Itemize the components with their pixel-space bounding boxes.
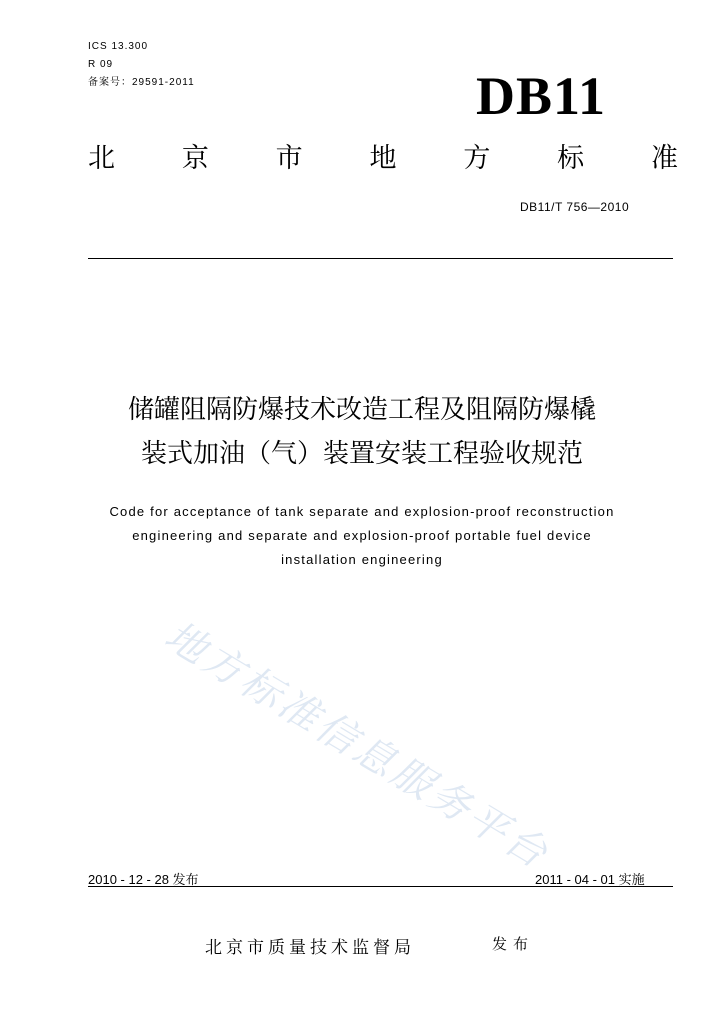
issuing-authority: 北京市质量技术监督局 <box>205 938 415 958</box>
english-title-line: Code for acceptance of tank separate and explosion-proof reconstruction <box>109 504 615 519</box>
ics-code: ICS 13.300 <box>88 41 149 52</box>
header-divider <box>88 258 673 259</box>
title-line: 储罐阻隔防爆技术改造工程及阻隔防爆橇 <box>127 395 596 425</box>
issue-action: 发布 <box>492 935 535 953</box>
watermark: 地方标准信息服务平台 <box>156 612 558 879</box>
authority-char: 标 <box>557 143 585 174</box>
implementation-date: 2011 - 04 - 01 实施 <box>535 872 645 887</box>
title-line: 装式加油（气）装置安装工程验收规范 <box>140 439 583 469</box>
standard-number: DB11/T 756—2010 <box>520 200 630 214</box>
ccs-code: R 09 <box>88 59 114 70</box>
authority-heading <box>88 142 678 176</box>
english-title-line: engineering and separate and explosion-proof portable fuel device <box>132 528 592 543</box>
authority-char: 方 <box>463 143 491 174</box>
authority-char: 地 <box>369 143 397 174</box>
authority-char: 北 <box>88 143 115 174</box>
english-title-line: installation engineering <box>281 552 443 567</box>
standard-code-logo: DB11 <box>476 66 607 126</box>
authority-char: 市 <box>275 143 303 174</box>
authority-char: 京 <box>181 143 209 174</box>
filing-number: 备案号：29591-2011 <box>88 77 195 88</box>
issue-date: 2010 - 12 - 28 发布 <box>88 872 199 887</box>
document-title <box>40 388 684 476</box>
authority-char: 准 <box>650 143 678 174</box>
footer-divider <box>88 886 673 887</box>
english-title <box>52 500 672 572</box>
